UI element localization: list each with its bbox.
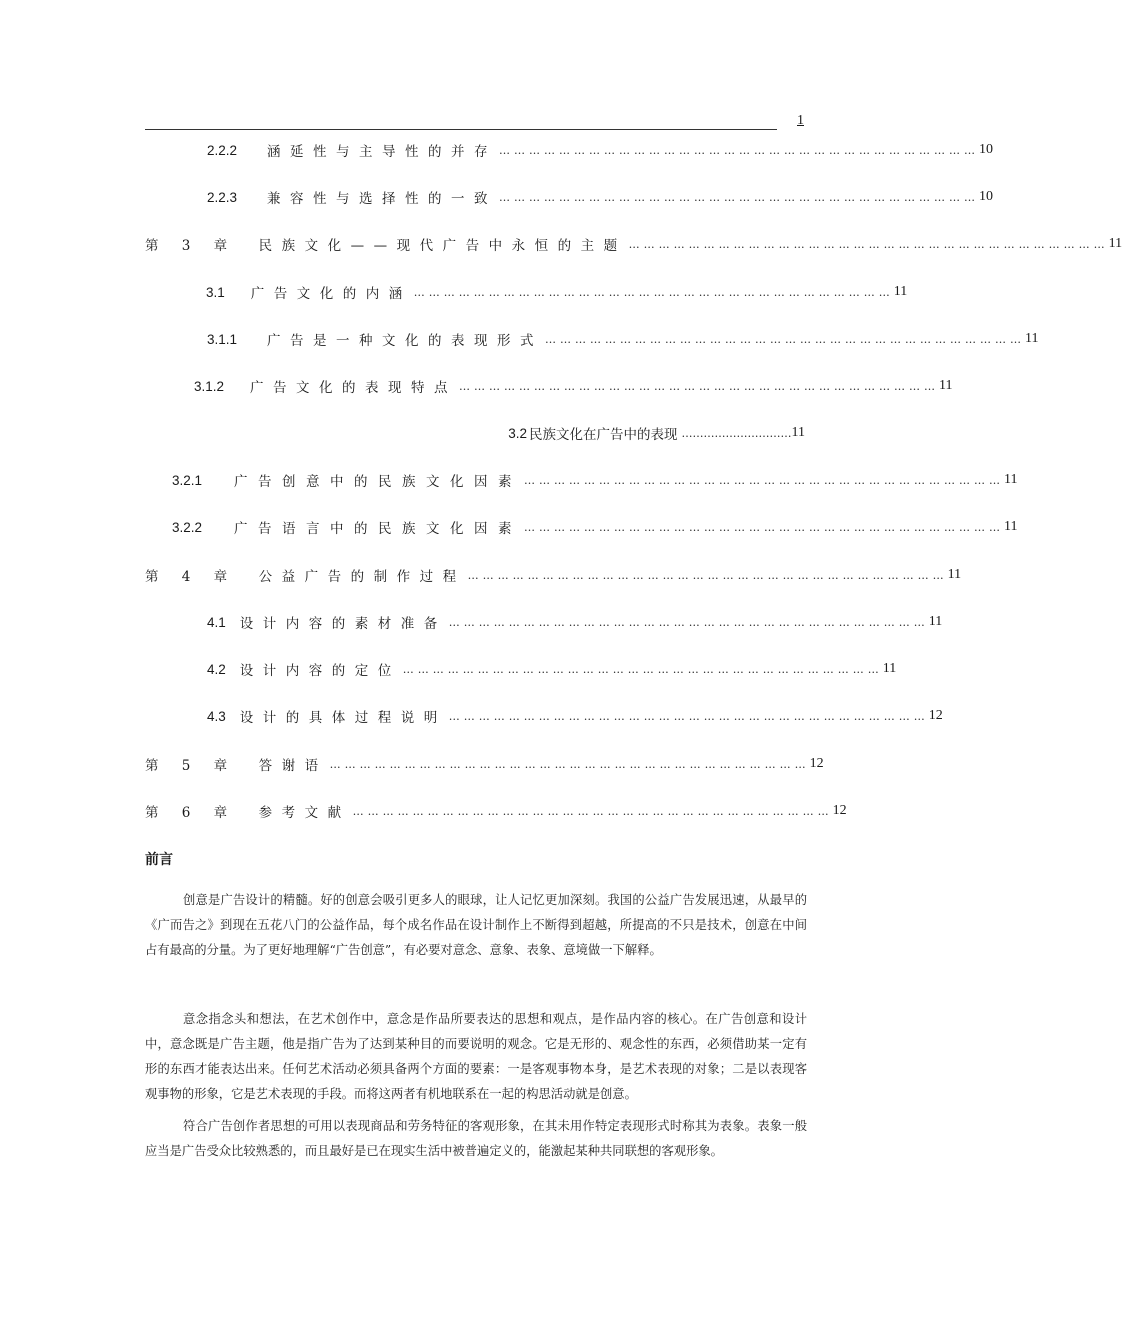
toc-entry [145,232,1122,256]
toc-entry [207,704,943,728]
header-rule [145,129,777,130]
toc-entry-page: 11 [882,661,897,676]
toc-entry-page: 11 [1004,519,1018,534]
toc-entry [508,421,805,445]
toc-leader-dots: …………………………………………………………………………………… [499,143,980,157]
toc-leader-dots: …………………………………………………………………………………… [467,568,948,582]
toc-entry-page: 11 [893,284,908,299]
toc-leader-dots: …………………………………………………………………………………… [524,473,1005,487]
toc-leader-dots: …………………………………………………………………………………… [402,662,883,676]
toc-entry-number: 3.2.1 [172,472,203,488]
toc-entry-title: 设计的具体过程说明 [239,710,447,726]
toc-entry-page: 11 [947,567,962,582]
toc-entry-title: 广告文化的内涵 [250,286,412,302]
toc-entry-title: 公益广告的制作过程 [258,569,466,585]
preface-paragraph: 符合广告创作者思想的可用以表现商品和劳务特征的客观形象，在其未用作特定表现形式时称其为表象。表象一般应当是广告受众比较熟悉的，而且最好是已在现实生活中被普遍定义的，能激起某种共同联想的客观形象。 [145,1119,807,1158]
toc-entry-title: 广告语言中的民族文化因素 [234,521,523,537]
toc-entry-number: 3.1 [206,284,225,300]
toc-leader-dots: …………………………………………………………………………………… [329,757,810,771]
toc-leader-dots: ………………………… [681,426,792,440]
toc-entry [207,138,994,162]
toc-entry-page: 10 [979,189,994,204]
toc-entry [207,327,1039,351]
toc-entry [145,563,962,587]
toc-entry-number: 4.3 [207,708,226,724]
toc-entry [194,374,953,398]
toc-leader-dots: …………………………………………………………………………………… [545,332,1026,346]
toc-entry-title: 涵延性与主导性的并存 [267,144,498,160]
toc-entry-page: 11 [1025,331,1039,346]
toc-entry [207,185,994,209]
toc-entry-number: 4.1 [207,614,226,630]
toc-leader-dots: …………………………………………………………………………………… [448,615,929,629]
toc-entry-title: 广告是一种文化的表现形式 [267,333,544,349]
toc-entry-page: 12 [832,803,847,818]
toc-entry-number: 2.2.3 [207,189,238,205]
toc-leader-dots: …………………………………………………………………………………… [524,520,1005,534]
toc-entry-number: 2.2.2 [207,142,238,158]
toc-entry-title: 兼容性与选择性的一致 [267,191,498,207]
toc-entry-page: 11 [791,425,805,440]
toc-leader-dots: …………………………………………………………………………………… [352,804,833,818]
toc-entry [145,799,847,823]
toc-entry-title: 广告文化的表现特点 [250,380,458,396]
toc-entry-title: 民族文化——现代广告中永恒的主题 [258,238,627,254]
toc-entry-title: 民族文化在广告中的表现 [529,427,678,443]
toc-entry-number: 3.2 [508,425,528,441]
toc-entry-number: 3.2.2 [172,519,203,535]
toc-entry [207,610,943,634]
preface-heading: 前言 [145,852,173,868]
preface-paragraph: 意念指念头和想法，在艺术创作中，意念是作品所要表达的思想和观点，是作品内容的核心。在广告创意和设计中，意念既是广告主题，他是指广告为了达到某种目的而要说明的观念。它是无形的、观念性的东西，必须借助某一定有形的东西才能表达出来。任何艺术活动必须具备两个方面的要素：一是客观事物本身，是艺术表现的对象；二是以表现客观事物的形象，它是艺术表现的手段。而将这两者有机地联系在一起的构思活动就是创意。 [145,1012,807,1101]
toc-entry [207,657,897,681]
toc-entry-number: 3.1.1 [207,331,238,347]
toc-entry-page: 11 [928,614,943,629]
toc-entry-title: 答谢语 [258,758,328,774]
toc-entry-page: 12 [928,708,943,723]
toc-entry-title: 广告创意中的民族文化因素 [234,474,523,490]
toc-entry-number: 第 3 章 [145,238,237,254]
toc-entry-title: 参考文献 [258,805,351,821]
toc-entry [172,468,1018,492]
toc-entry [172,515,1018,539]
toc-leader-dots: …………………………………………………………………………………… [628,237,1109,251]
toc-entry-number: 第 6 章 [145,805,237,821]
toc-entry-number: 3.1.2 [194,378,225,394]
toc-entry-number: 4.2 [207,661,226,677]
toc-entry-title: 设计内容的定位 [239,663,401,679]
toc-entry-page: 12 [809,756,824,771]
toc-leader-dots: …………………………………………………………………………………… [459,379,940,393]
toc-entry-number: 第 5 章 [145,758,237,774]
preface-paragraph: 创意是广告设计的精髓。好的创意会吸引更多人的眼球，让人记忆更加深刻。我国的公益广告发展迅速，从最早的《广而告之》到现在五花八门的公益作品，每个成名作品在设计制作上不断得到超越，所提高的不只是技术，创意在中间占有最高的分量。为了更好地理解“广告创意”，有必要对意念、意象、表象、意境做一下解释。 [145,893,807,957]
page-number: 1 [797,113,804,128]
toc-leader-dots: …………………………………………………………………………………… [413,285,894,299]
toc-leader-dots: …………………………………………………………………………………… [499,190,980,204]
toc-entry-page: 11 [939,378,953,393]
toc-entry-page: 10 [979,142,994,157]
toc-entry-page: 11 [1108,236,1122,251]
toc-entry-title: 设计内容的素材准备 [239,616,447,632]
toc-entry-number: 第 4 章 [145,569,237,585]
toc-leader-dots: …………………………………………………………………………………… [448,709,929,723]
toc-entry [145,752,824,776]
toc-entry [206,280,908,304]
toc-entry-page: 11 [1004,472,1018,487]
